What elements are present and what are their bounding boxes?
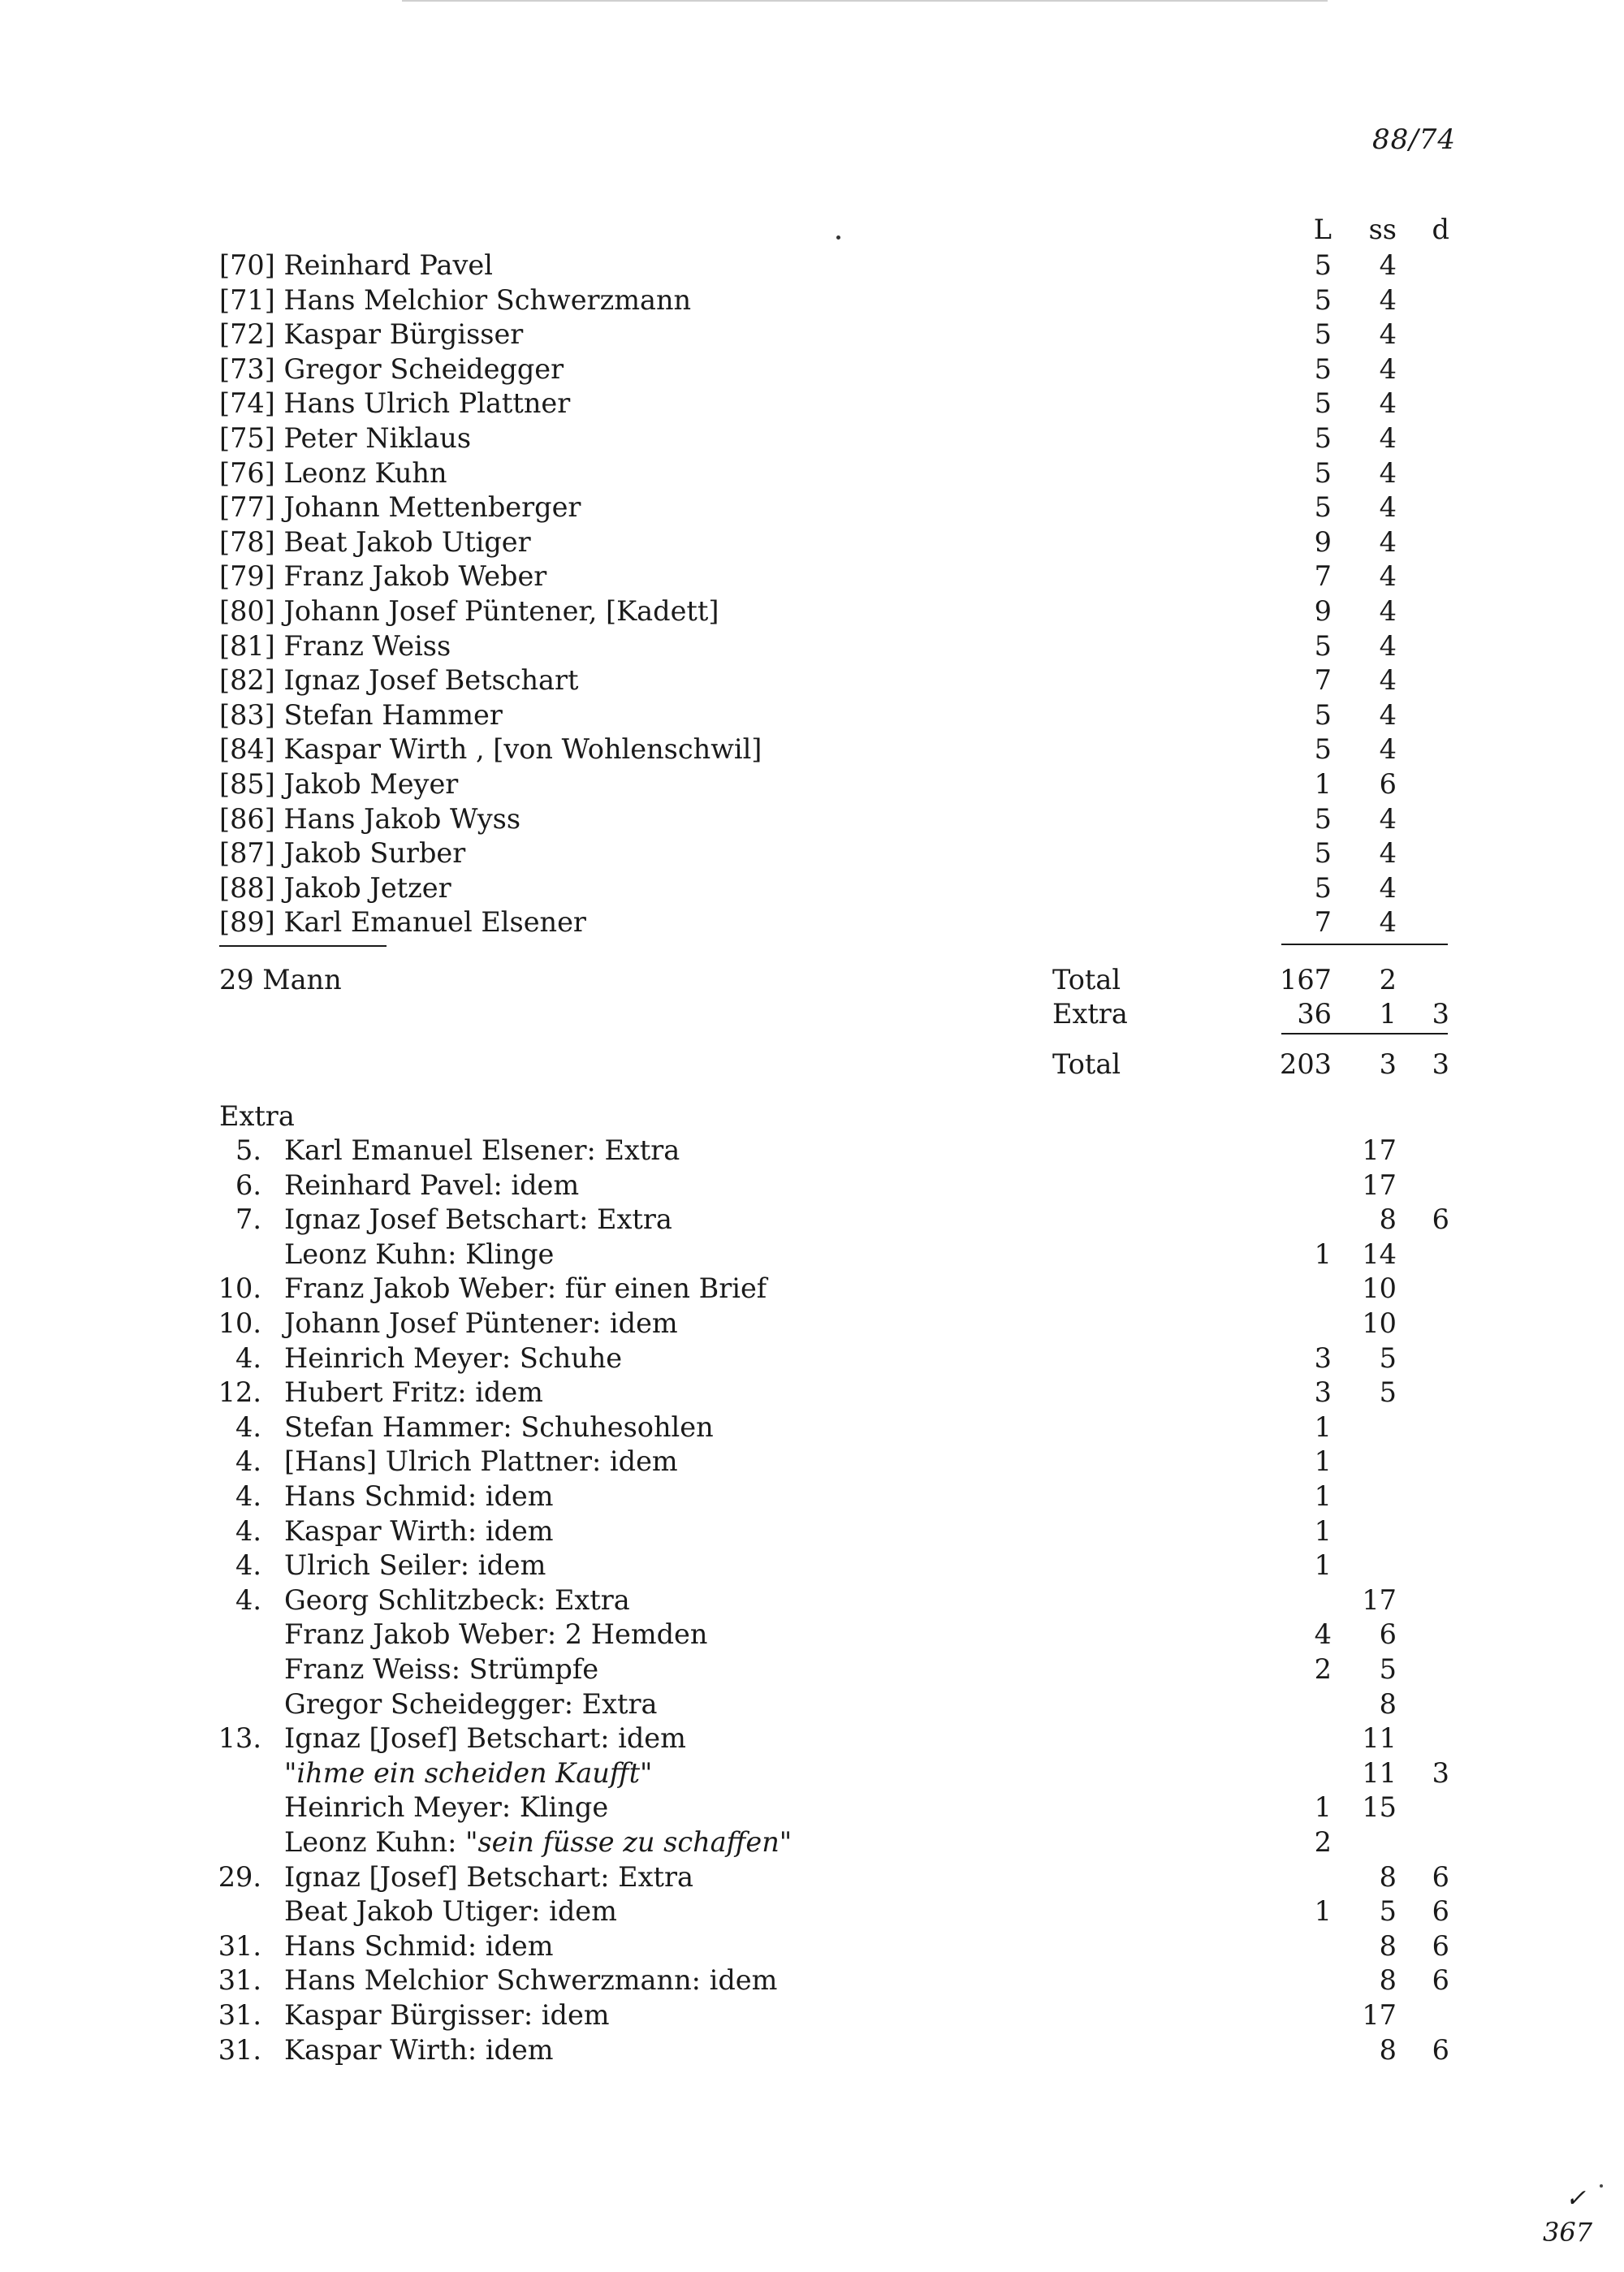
extra-ss: 17 [1362, 1999, 1397, 2031]
extra-description: Heinrich Meyer: Schuhe [284, 1341, 623, 1374]
roster-row [0, 732, 1624, 767]
roster-name: Johann Josef Püntener, [Kadett] [283, 595, 719, 627]
extra-day: 4. [235, 1480, 261, 1512]
extra-description: Ignaz Josef Betschart: Extra [284, 1203, 672, 1236]
extra-ss: 11 [1362, 1722, 1397, 1755]
extra-row [0, 1963, 1624, 1998]
extra-heading: Extra [219, 1100, 295, 1132]
roster-L: 5 [1314, 491, 1332, 524]
extra-row [0, 1514, 1624, 1549]
roster-L: 5 [1314, 318, 1332, 351]
roster-row [0, 836, 1624, 870]
extra-L: 1 [1314, 1480, 1332, 1512]
extra-row [0, 1479, 1624, 1514]
extra-day: 7. [235, 1203, 261, 1236]
roster-row [0, 283, 1624, 317]
roster-name: Reinhard Pavel [283, 249, 493, 281]
roster-L: 5 [1314, 629, 1332, 662]
extra-row [0, 1687, 1624, 1721]
roster-name: Kaspar Wirth , [von Wohlenschwil] [283, 733, 762, 766]
roster-entry [219, 905, 586, 939]
extra-description: Georg Schlitzbeck: Extra [284, 1583, 630, 1616]
roster-entry [219, 698, 503, 732]
extra-row [0, 1583, 1624, 1618]
roster-L: 5 [1314, 456, 1332, 489]
extra-day: 5. [235, 1134, 261, 1166]
extra-day: 4. [235, 1445, 261, 1478]
extra-day: 29. [218, 1860, 261, 1893]
extra-row [0, 2033, 1624, 2067]
grand-total-rule [1281, 1033, 1448, 1034]
roster-entry [219, 663, 579, 698]
roster-index: [83] [219, 698, 275, 731]
roster-ss: 4 [1379, 595, 1397, 627]
extra-day: 31. [218, 1964, 261, 1997]
roster-ss: 4 [1379, 698, 1397, 731]
extra-ss: 8 [1379, 1964, 1397, 1997]
extra-description: Hans Schmid: idem [284, 1480, 554, 1512]
extra-row [0, 1825, 1624, 1859]
roster-L: 7 [1314, 906, 1332, 939]
grand-total-L: 203 [1280, 1048, 1332, 1080]
roster-ss: 4 [1379, 422, 1397, 454]
roster-index: [78] [219, 525, 275, 558]
extra-d: 3 [1432, 1756, 1449, 1789]
extra-description: Gregor Scheidegger: Extra [284, 1687, 658, 1720]
roster-row [0, 248, 1624, 283]
extra-day: 4. [235, 1341, 261, 1374]
extra-d: 6 [1432, 1203, 1449, 1236]
extra-day: 31. [218, 2033, 261, 2066]
extra-L: 3 [1314, 1341, 1332, 1374]
roster-name: Gregor Scheidegger [283, 352, 564, 385]
summary-subtotal-row [0, 963, 1624, 997]
roster-row [0, 594, 1624, 628]
roster-index: [74] [219, 387, 275, 420]
extra-description: Beat Jakob Utiger: idem [284, 1895, 617, 1928]
roster-ss: 4 [1379, 629, 1397, 662]
roster-ss: 4 [1379, 249, 1397, 281]
extra-description: Franz Jakob Weber: 2 Hemden [284, 1618, 708, 1651]
extra-L: 4 [1314, 1618, 1332, 1651]
extra-row [0, 1341, 1624, 1376]
extra-description: Kaspar Bürgisser: idem [284, 1999, 610, 2031]
roster-L: 5 [1314, 698, 1332, 731]
extra-row [0, 1652, 1624, 1687]
extra-row [0, 1307, 1624, 1341]
extra-row [0, 1860, 1624, 1894]
roster-row [0, 317, 1624, 352]
roster-row [0, 905, 1624, 939]
roster-index: [82] [219, 664, 275, 697]
extra-description: Karl Emanuel Elsener: Extra [284, 1134, 680, 1166]
extra-description: [Hans] Ulrich Plattner: idem [284, 1445, 678, 1478]
extra-L: 36 [1297, 998, 1332, 1030]
header-ss: ss [1368, 214, 1397, 245]
roster-entry [219, 421, 471, 456]
top-edge-rule [402, 0, 1328, 2]
extra-description: "ihme ein scheiden Kaufft" [284, 1756, 653, 1789]
grand-total-d: 3 [1432, 1048, 1449, 1080]
roster-row [0, 352, 1624, 387]
roster-index: [70] [219, 249, 275, 281]
extra-description: Kaspar Wirth: idem [284, 2033, 554, 2066]
extra-ss: 8 [1379, 2033, 1397, 2066]
roster-ss: 4 [1379, 318, 1397, 351]
roster-name: Karl Emanuel Elsener [283, 906, 586, 939]
roster-ss: 4 [1379, 906, 1397, 939]
roster-row [0, 490, 1624, 525]
roster-entry [219, 456, 447, 490]
roster-index: [73] [219, 352, 275, 385]
subtotal-ss: 2 [1379, 964, 1397, 996]
extra-L: 1 [1314, 1410, 1332, 1443]
roster-entry [219, 802, 520, 836]
extra-row [0, 1134, 1624, 1168]
roster-ss: 4 [1379, 837, 1397, 870]
roster-name: Jakob Surber [283, 837, 466, 870]
extra-d: 6 [1432, 2033, 1449, 2066]
roster-entry [219, 767, 458, 801]
extra-row [0, 1929, 1624, 1963]
roster-row [0, 559, 1624, 594]
extra-ss: 5 [1379, 1895, 1397, 1928]
roster-L: 5 [1314, 422, 1332, 454]
column-header-row [0, 213, 1624, 247]
extra-ss: 14 [1362, 1238, 1397, 1270]
roster-index: [76] [219, 456, 275, 489]
extra-row [0, 1238, 1624, 1272]
extra-day: 4. [235, 1410, 261, 1443]
extra-ss: 5 [1379, 1376, 1397, 1409]
extra-row [0, 1272, 1624, 1306]
roster-row [0, 525, 1624, 559]
roster-index: [75] [219, 422, 275, 454]
roster-L: 7 [1314, 664, 1332, 697]
roster-entry [219, 283, 691, 317]
extra-d: 6 [1432, 1929, 1449, 1962]
roster-entry [219, 871, 451, 905]
roster-row [0, 663, 1624, 698]
extra-description: Stefan Hammer: Schuhesohlen [284, 1410, 714, 1443]
extra-description: Ulrich Seiler: idem [284, 1549, 546, 1582]
corner-tick-mark: ✓ [1566, 2184, 1587, 2213]
page-reference: 88/74 [1372, 123, 1456, 156]
extra-description: Franz Weiss: Strümpfe [284, 1653, 599, 1685]
extra-ss: 8 [1379, 1203, 1397, 1236]
extra-day: 31. [218, 1999, 261, 2031]
extra-description: Ignaz [Josef] Betschart: Extra [284, 1860, 693, 1893]
roster-L: 5 [1314, 387, 1332, 420]
extra-row [0, 1756, 1624, 1790]
subtotal-rule [1281, 944, 1448, 945]
grand-total-ss: 3 [1379, 1048, 1397, 1080]
extra-description: Johann Josef Püntener: idem [284, 1307, 678, 1339]
extra-description [284, 1825, 792, 1859]
subtotal-L: 167 [1280, 964, 1332, 996]
muster-count: 29 Mann [219, 964, 342, 996]
roster-name: Stefan Hammer [283, 698, 503, 731]
extra-description: Franz Jakob Weber: für einen Brief [284, 1272, 767, 1305]
roster-index: [77] [219, 491, 275, 524]
roster-ss: 4 [1379, 456, 1397, 489]
roster-ss: 4 [1379, 664, 1397, 697]
roster-row [0, 767, 1624, 801]
extra-day: 4. [235, 1514, 261, 1547]
extra-d: 6 [1432, 1895, 1449, 1928]
roster-L: 5 [1314, 871, 1332, 904]
roster-name: Jakob Meyer [283, 768, 459, 800]
extra-description: Kaspar Wirth: idem [284, 1514, 554, 1547]
extra-day: 4. [235, 1549, 261, 1582]
extra-description-quote: "sein füsse zu schaffen" [465, 1826, 793, 1858]
extra-row [0, 1618, 1624, 1652]
extra-ss: 15 [1362, 1791, 1397, 1824]
extra-d: 6 [1432, 1860, 1449, 1893]
roster-row [0, 421, 1624, 456]
extra-ss: 1 [1379, 998, 1397, 1030]
roster-row [0, 802, 1624, 836]
roster-name: Ignaz Josef Betschart [283, 664, 579, 697]
extra-d: 6 [1432, 1964, 1449, 1997]
roster-L: 5 [1314, 352, 1332, 385]
extra-L: 1 [1314, 1514, 1332, 1547]
roster-entry [219, 248, 493, 283]
roster-entry [219, 317, 523, 352]
extra-day: 31. [218, 1929, 261, 1962]
extra-row [0, 1445, 1624, 1479]
roster-ss: 4 [1379, 871, 1397, 904]
extra-description-prefix: Leonz Kuhn: [284, 1826, 466, 1858]
roster-ss: 4 [1379, 525, 1397, 558]
extra-day: 4. [235, 1583, 261, 1616]
roster-index: [80] [219, 595, 275, 627]
extra-ss: 10 [1362, 1272, 1397, 1305]
roster-ss: 4 [1379, 733, 1397, 766]
roster-ss: 4 [1379, 491, 1397, 524]
extra-day: 12. [218, 1376, 261, 1409]
extra-ss: 5 [1379, 1653, 1397, 1685]
roster-entry [219, 836, 465, 870]
extra-ss: 17 [1362, 1168, 1397, 1201]
summary-grand-total-row [0, 1047, 1624, 1082]
extra-ss: 6 [1379, 1618, 1397, 1651]
corner-dot [1600, 2184, 1603, 2188]
roster-index: [72] [219, 318, 275, 351]
extra-description: Hans Schmid: idem [284, 1929, 554, 1962]
extra-description: Ignaz [Josef] Betschart: idem [284, 1722, 686, 1755]
extra-d: 3 [1432, 998, 1449, 1030]
extra-ss: 8 [1379, 1929, 1397, 1962]
roster-index: [85] [219, 768, 275, 800]
roster-name: Beat Jakob Utiger [283, 525, 531, 558]
extra-row [0, 1549, 1624, 1583]
extra-L: 1 [1314, 1445, 1332, 1478]
corner-page-number: 367 [1543, 2217, 1593, 2248]
roster-underline [219, 945, 387, 947]
roster-entry [219, 732, 762, 767]
roster-name: Franz Weiss [283, 629, 451, 662]
roster-name: Johann Mettenberger [283, 491, 581, 524]
extra-row [0, 1410, 1624, 1445]
extra-ss: 17 [1362, 1583, 1397, 1616]
roster-L: 9 [1314, 525, 1332, 558]
extra-L: 2 [1314, 1826, 1332, 1858]
roster-index: [89] [219, 906, 275, 939]
roster-L: 5 [1314, 837, 1332, 870]
roster-L: 9 [1314, 595, 1332, 627]
roster-entry [219, 352, 564, 387]
extra-L: 3 [1314, 1376, 1332, 1409]
roster-index: [88] [219, 871, 275, 904]
roster-index: [81] [219, 629, 275, 662]
extra-ss: 10 [1362, 1307, 1397, 1339]
extra-day: 6. [235, 1168, 261, 1201]
grand-total-label: Total [1052, 1048, 1121, 1080]
roster-L: 7 [1314, 560, 1332, 593]
extra-row [0, 1376, 1624, 1410]
roster-ss: 4 [1379, 560, 1397, 593]
roster-index: [79] [219, 560, 275, 593]
roster-L: 1 [1314, 768, 1332, 800]
roster-row [0, 629, 1624, 663]
roster-L: 5 [1314, 733, 1332, 766]
extra-row [0, 1790, 1624, 1825]
extra-day: 10. [218, 1272, 261, 1305]
extra-row [0, 1721, 1624, 1756]
extra-description: Hubert Fritz: idem [284, 1376, 543, 1409]
extra-description: Hans Melchior Schwerzmann: idem [284, 1964, 778, 1997]
extra-label: Extra [1052, 998, 1128, 1030]
roster-entry [219, 387, 570, 421]
extra-row [0, 1998, 1624, 2032]
roster-index: [71] [219, 283, 275, 316]
subtotal-label: Total [1052, 964, 1121, 996]
roster-ss: 6 [1379, 768, 1397, 800]
extra-ss: 8 [1379, 1860, 1397, 1893]
roster-ss: 4 [1379, 387, 1397, 420]
extra-ss: 17 [1362, 1134, 1397, 1166]
extra-L: 1 [1314, 1895, 1332, 1928]
extra-day: 10. [218, 1307, 261, 1339]
roster-row [0, 698, 1624, 732]
roster-row [0, 871, 1624, 905]
header-L: L [1313, 214, 1332, 245]
extra-row [0, 1894, 1624, 1929]
roster-name: Hans Melchior Schwerzmann [283, 283, 692, 316]
summary-extra-row [0, 997, 1624, 1031]
roster-entry [219, 594, 719, 628]
roster-ss: 4 [1379, 352, 1397, 385]
extra-L: 2 [1314, 1653, 1332, 1685]
roster-name: Kaspar Bürgisser [283, 318, 524, 351]
roster-L: 5 [1314, 283, 1332, 316]
extra-ss: 5 [1379, 1341, 1397, 1374]
roster-row [0, 456, 1624, 490]
extra-description: Reinhard Pavel: idem [284, 1168, 580, 1201]
extra-L: 1 [1314, 1791, 1332, 1824]
extra-description: Leonz Kuhn: Klinge [284, 1238, 555, 1270]
extra-ss: 11 [1362, 1756, 1397, 1789]
extra-ss: 8 [1379, 1687, 1397, 1720]
roster-name: Hans Jakob Wyss [283, 802, 521, 835]
roster-ss: 4 [1379, 802, 1397, 835]
roster-row [0, 387, 1624, 421]
extra-row [0, 1203, 1624, 1237]
roster-name: Peter Niklaus [283, 422, 472, 454]
header-d: d [1432, 214, 1449, 245]
extra-description: Heinrich Meyer: Klinge [284, 1791, 609, 1824]
roster-entry [219, 629, 451, 663]
extra-row [0, 1168, 1624, 1203]
roster-name: Leonz Kuhn [283, 456, 447, 489]
extra-L: 1 [1314, 1549, 1332, 1582]
extra-day: 13. [218, 1722, 261, 1755]
roster-L: 5 [1314, 249, 1332, 281]
roster-entry [219, 559, 546, 594]
roster-L: 5 [1314, 802, 1332, 835]
roster-name: Hans Ulrich Plattner [283, 387, 571, 420]
roster-index: [84] [219, 733, 275, 766]
roster-name: Jakob Jetzer [283, 871, 451, 904]
roster-name: Franz Jakob Weber [283, 560, 547, 593]
roster-entry [219, 525, 531, 559]
extra-L: 1 [1314, 1238, 1332, 1270]
roster-index: [87] [219, 837, 275, 870]
roster-index: [86] [219, 802, 275, 835]
extra-heading-row [0, 1099, 1624, 1134]
roster-ss: 4 [1379, 283, 1397, 316]
roster-entry [219, 490, 581, 525]
